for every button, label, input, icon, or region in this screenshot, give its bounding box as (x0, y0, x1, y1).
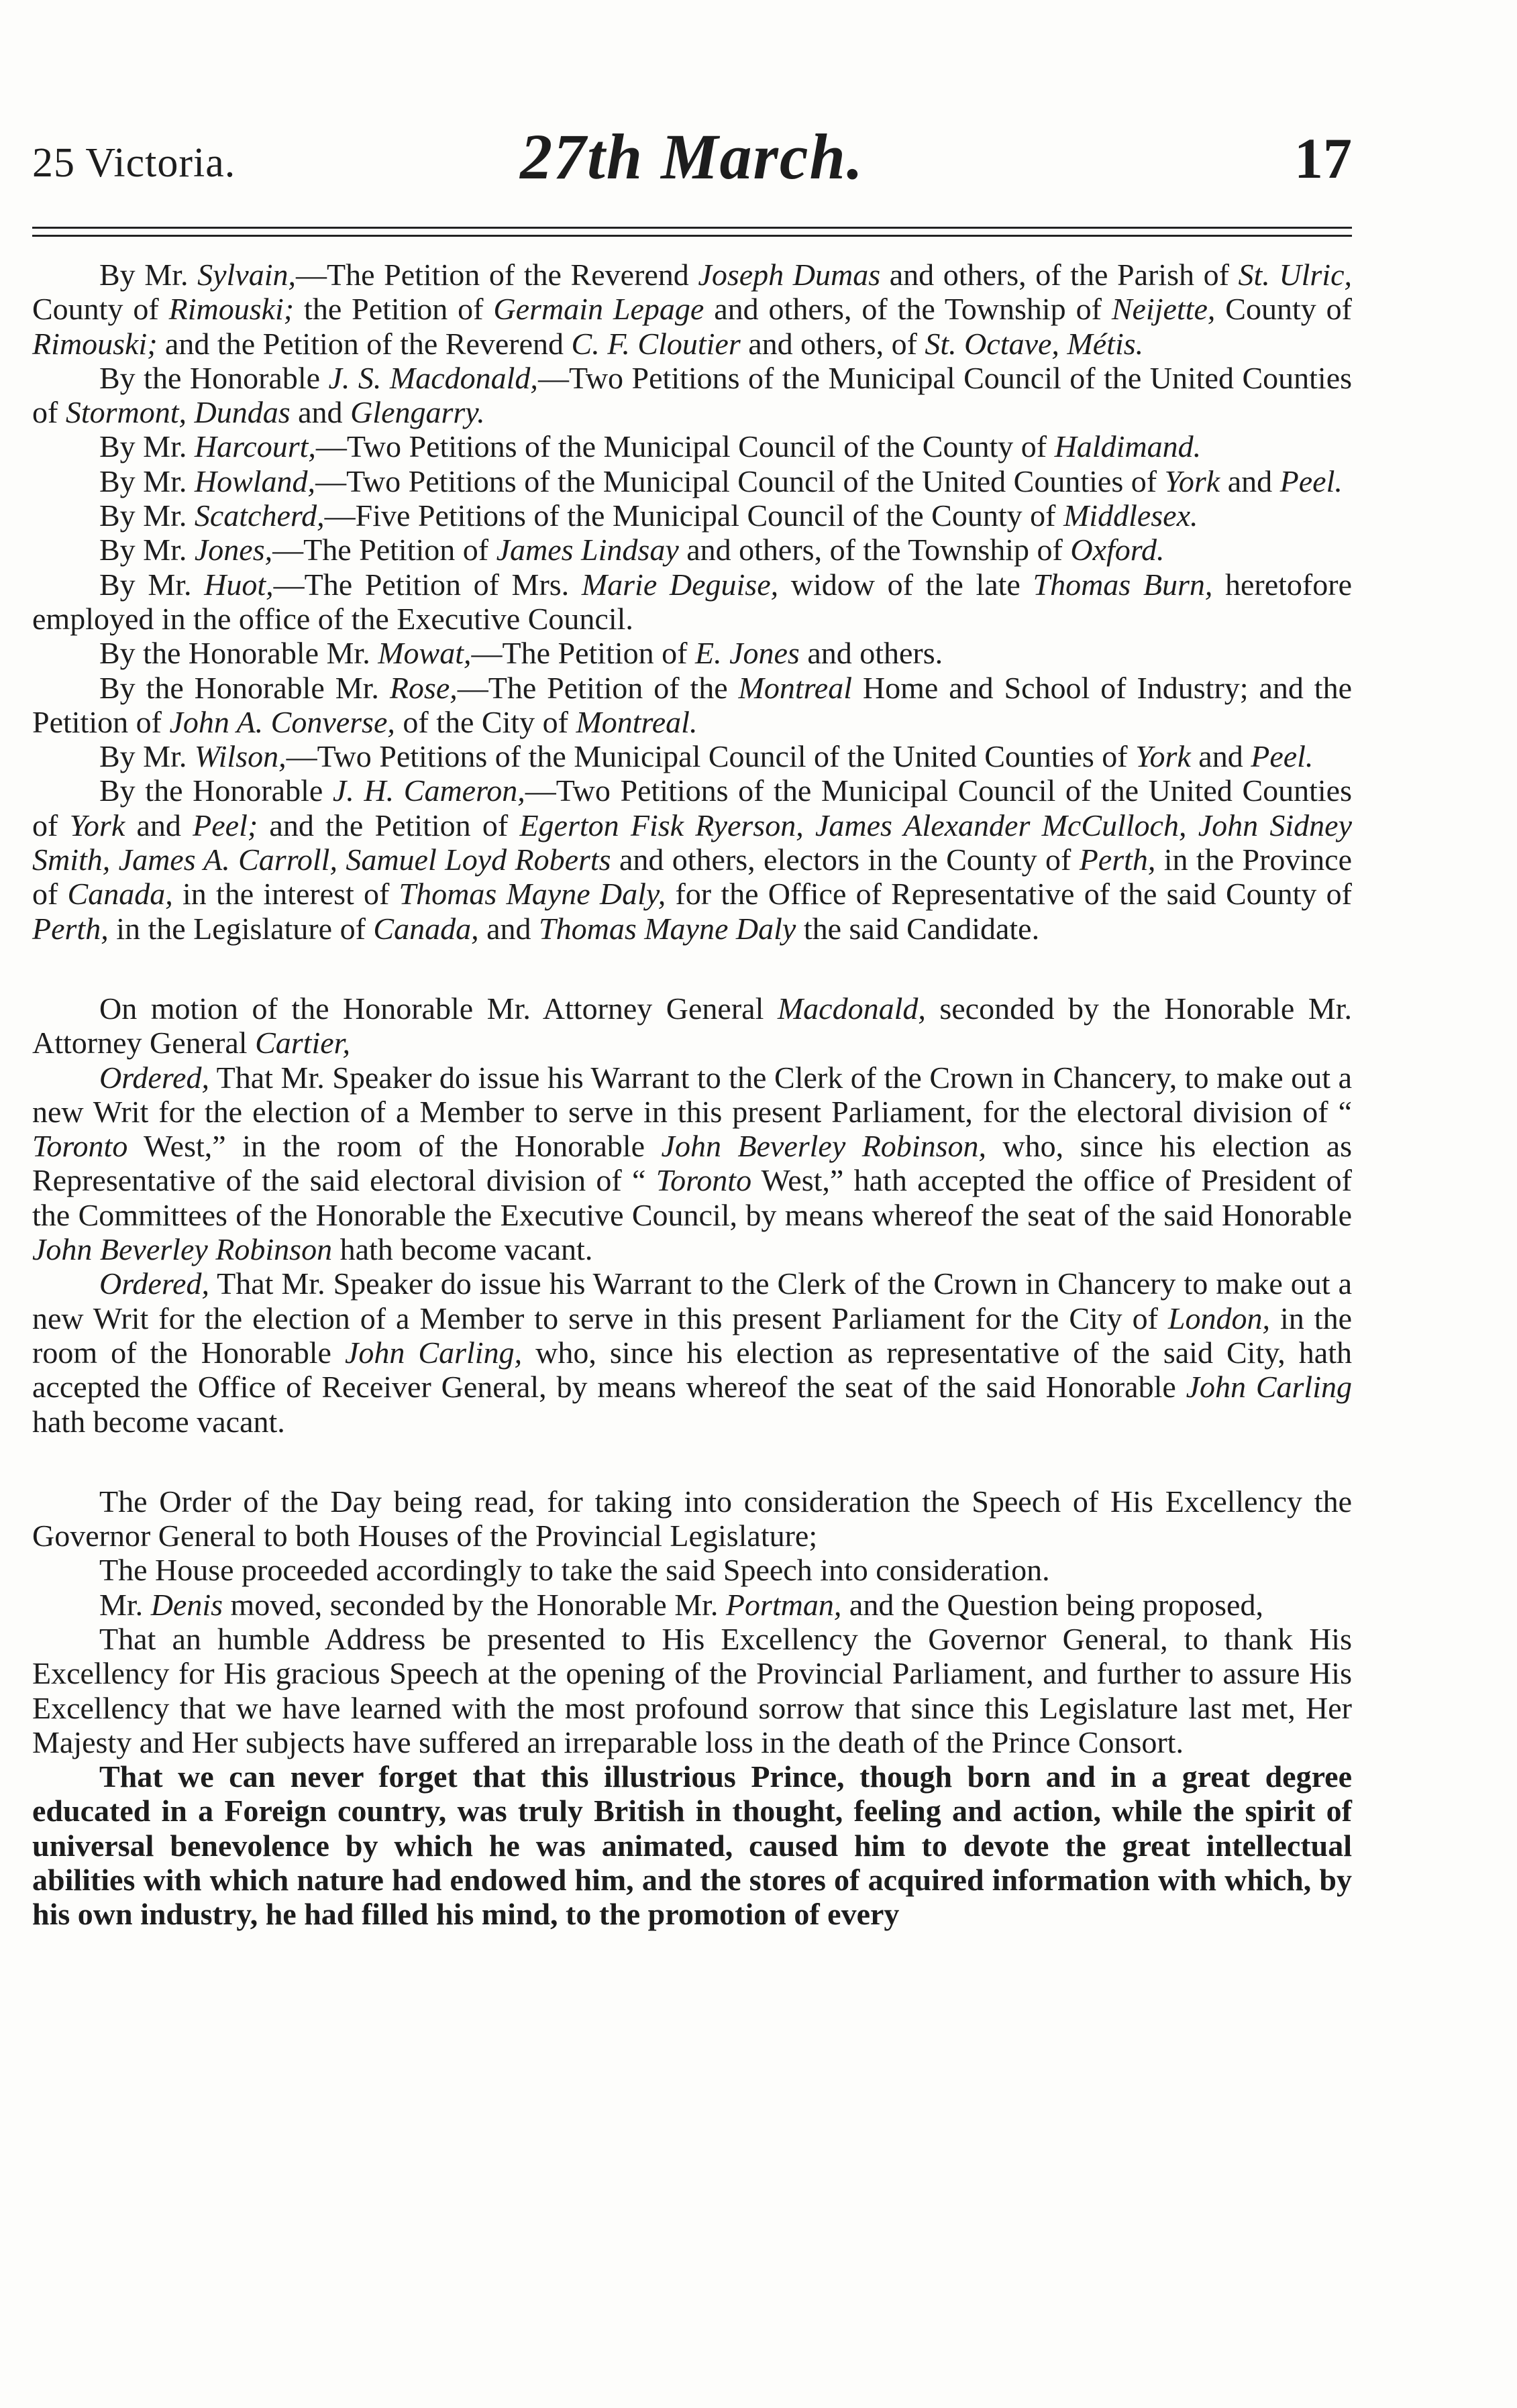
text-run: in the room of the Honorable (32, 1301, 1352, 1370)
text-run: J. H. Cameron, (332, 773, 525, 808)
paragraph (32, 1588, 1352, 1622)
text-run: Portman, (725, 1587, 842, 1622)
date-heading: 27th March. (520, 121, 864, 193)
paragraph (32, 739, 1352, 773)
text-run: the Petition of (294, 292, 494, 327)
paragraph (32, 773, 1352, 945)
text-run: Neijette, (1111, 292, 1216, 327)
text-run: and others, of the Parish of (880, 258, 1239, 292)
text-run: Perth, (1079, 842, 1156, 877)
text-run: Cartier, (255, 1026, 350, 1060)
text-run: —Two Petitions of the Municipal Council of the United Counties of (286, 739, 1136, 774)
text-run: —The Petition of Mrs. (273, 567, 582, 602)
session-label: 25 Victoria. (32, 140, 236, 186)
paragraph (32, 1266, 1352, 1438)
text-run: By the Honorable Mr. (99, 636, 378, 671)
text-run: By Mr. (99, 258, 198, 292)
text-run: Thomas Mayne Daly (539, 911, 796, 946)
text-run: West,” hath accepted the office of President of the Committees of the Honorable the Executive Council, by means whereof the seat of the said Honorable (32, 1163, 1352, 1232)
text-run: That an humble Address be presented to His Excellency the Governor General, to thank His Excellency for His gracious Speech at the opening of the Provincial Parliament, and further to assure His Excellency that we have learned with the most profound sorrow that since this Legislature last met, Her Majesty and Her subjects have suffered an irreparable loss in the death of the Prince Consort. (32, 1621, 1352, 1759)
text-run: E. Jones (694, 636, 800, 671)
paragraph (32, 258, 1352, 361)
text-run: Haldimand. (1054, 429, 1202, 464)
text-run: Perth, (32, 911, 109, 946)
text-run: Peel; (193, 808, 258, 842)
header-rule (32, 227, 1352, 229)
text-run: Canada, (373, 911, 479, 946)
text-run: seconded by the Honorable Mr. Attorney General (32, 991, 1352, 1060)
text-run: —The Petition of the Reverend (295, 258, 698, 292)
text-run: By Mr. (99, 567, 205, 602)
text-run: John Carling (1186, 1370, 1352, 1405)
text-run: Macdonald, (777, 991, 926, 1026)
text-run: and the Question being proposed, (841, 1587, 1263, 1622)
text-run: moved, seconded by the Honorable Mr. (223, 1587, 726, 1622)
text-run: Toronto (656, 1163, 752, 1198)
paragraph (32, 1759, 1352, 1931)
text-run: C. F. Cloutier (571, 326, 741, 361)
text-run: By the Honorable (99, 773, 333, 808)
paragraph (32, 533, 1352, 567)
journal-text (32, 258, 1352, 1932)
text-run: Scatcherd, (194, 498, 325, 533)
text-run: —The Petition of (272, 533, 496, 567)
text-run: By Mr. (99, 463, 195, 498)
paragraph (32, 464, 1352, 498)
text-run: That Mr. Speaker do issue his Warrant to the Clerk of the Crown in Chancery to make out a new Writ for the election of a Member to serve in this present Parliament for the City of (32, 1266, 1352, 1335)
paragraph (32, 1484, 1352, 1553)
paragraph (32, 429, 1352, 463)
text-run: —Two Petitions of the Municipal Council of the United Counties of (32, 773, 1352, 842)
paragraph (32, 671, 1352, 740)
text-run: in the interest of (172, 877, 399, 912)
text-run: Huot, (204, 567, 274, 602)
text-run: Home and School of Industry; and the Petition of (32, 670, 1352, 739)
text-run: Thomas Burn, (1033, 567, 1213, 602)
text-run: Howland, (194, 463, 316, 498)
text-run: hath become vacant. (32, 1404, 285, 1439)
text-run: John Beverley Robinson (32, 1232, 333, 1267)
section-gap (32, 946, 1352, 991)
text-run: —The Petition of (471, 636, 695, 671)
text-run: Marie Deguise, (581, 567, 779, 602)
paragraph (32, 1060, 1352, 1267)
text-run: —Two Petitions of the Municipal Council of the United Counties of (315, 463, 1165, 498)
text-run: widow of the late (778, 567, 1033, 602)
text-run: and the Petition of (258, 808, 520, 842)
text-run: St. Octave, Métis. (925, 326, 1144, 361)
text-run: Mr. (99, 1587, 151, 1622)
page-number: 17 (1294, 126, 1352, 190)
text-run: Ordered, (99, 1060, 209, 1095)
text-run: who, since his election as Representative of the said electoral division of “ (32, 1129, 1353, 1198)
text-run: Rimouski; (168, 292, 295, 327)
paragraph (32, 498, 1352, 533)
text-run: —Two Petitions of the Municipal Council of the County of (315, 429, 1055, 464)
paragraph (32, 636, 1352, 670)
text-run: the said Candidate. (796, 911, 1040, 946)
text-run: Denis (150, 1587, 223, 1622)
text-run: York (69, 808, 125, 842)
text-run: By the Honorable Mr. (99, 670, 390, 705)
text-run: and (1190, 739, 1251, 774)
header-rule-lower (32, 235, 1352, 237)
text-run: Rose, (389, 670, 458, 705)
text-run: Ordered, (99, 1266, 209, 1301)
text-run: York (1135, 739, 1191, 774)
text-run: and others, of the Township of (678, 533, 1071, 567)
text-run: and others, of (740, 326, 925, 361)
text-run: and (125, 808, 193, 842)
text-run: —Two Petitions of the Municipal Council of the United Counties of (32, 360, 1353, 430)
text-run: John A. Converse, (169, 704, 395, 739)
text-run: By Mr. (99, 739, 195, 774)
text-run: By Mr. (99, 498, 195, 533)
text-run: The Order of the Day being read, for taking into consideration the Speech of His Excellency the Governor General to both Houses of the Provincial Legislature; (32, 1484, 1352, 1553)
text-run: Jones, (194, 533, 273, 567)
text-run: in the Province of (32, 842, 1352, 912)
text-run: in the Legislature of (108, 911, 374, 946)
text-run: and others. (799, 636, 943, 671)
text-run: Peel. (1279, 463, 1343, 498)
text-run: Toronto (32, 1129, 128, 1164)
text-run: County of (32, 292, 169, 327)
text-run: West,” in the room of the Honorable (127, 1129, 662, 1164)
text-run: Joseph Dumas (698, 258, 881, 292)
text-run: Mowat, (378, 636, 472, 671)
text-run: Montreal (738, 670, 853, 705)
text-run: By the Honorable (99, 360, 329, 395)
paragraph (32, 1553, 1352, 1587)
text-run: and (478, 911, 539, 946)
paragraph (32, 567, 1352, 637)
text-run: Harcourt, (194, 429, 316, 464)
text-run: Sylvain, (197, 258, 296, 292)
text-run: and the Petition of the Reverend (157, 326, 572, 361)
paragraph (32, 991, 1352, 1060)
text-run: Oxford. (1070, 533, 1165, 567)
text-run: John Beverley Robinson, (661, 1129, 986, 1164)
text-run: Montreal. (576, 704, 698, 739)
text-run: Rimouski; (32, 326, 158, 361)
text-run: and others, of the Township of (704, 292, 1112, 327)
text-run: Glengarry. (350, 395, 485, 430)
text-run: who, since his election as representative of the said City, hath accepted the Office of Receiver General, by means whereof the seat of the said Honorable (32, 1335, 1352, 1405)
text-run: J. S. Macdonald, (328, 360, 538, 395)
text-run: Wilson, (194, 739, 286, 774)
text-run: heretofore employed in the office of the Executive Council. (32, 567, 1352, 636)
text-run: By Mr. (99, 533, 195, 567)
page-header (32, 113, 1352, 193)
text-run: and (290, 395, 351, 430)
text-run: of the City of (395, 704, 576, 739)
paragraph (32, 361, 1352, 430)
text-run: Egerton Fisk Ryerson, James Alexander McCulloch, John Sidney Smith, James A. Carroll, Samuel Loyd Roberts (32, 808, 1352, 877)
text-run: Germain Lepage (493, 292, 704, 327)
text-run: and others, electors in the County of (611, 842, 1080, 877)
text-run: The House proceeded accordingly to take the said Speech into consideration. (99, 1553, 1050, 1588)
text-run: That we can never forget that this illustrious Prince, though born and in a great degree educated in a Foreign country, was truly British in thought, feeling and action, while the spirit of universal benevolence by which he was animated, caused him to devote the great intellectual abilities with which nature had endowed him, and the stores of acquired information with which, by his own industry, he had filled his mind, to the promotion of every (32, 1759, 1352, 1932)
text-run: John Carling, (344, 1335, 523, 1370)
text-run: Stormont, Dundas (65, 395, 291, 430)
text-run: hath become vacant. (332, 1232, 593, 1267)
text-run: Thomas Mayne Daly, (399, 877, 666, 912)
text-run: Canada, (67, 877, 173, 912)
text-run: —Five Petitions of the Municipal Council of the County of (324, 498, 1063, 533)
text-run: Middlesex. (1063, 498, 1198, 533)
section-gap (32, 1439, 1352, 1484)
text-run: On motion of the Honorable Mr. Attorney General (99, 991, 778, 1026)
text-run: St. Ulric, (1238, 258, 1352, 292)
text-run: and (1220, 463, 1280, 498)
text-run: County of (1215, 292, 1352, 327)
paragraph (32, 1622, 1352, 1759)
text-run: London, (1167, 1301, 1270, 1335)
text-run: James Lindsay (496, 533, 679, 567)
text-run: By Mr. (99, 429, 195, 464)
text-run: York (1164, 463, 1220, 498)
text-run: Peel. (1251, 739, 1314, 774)
text-run: That Mr. Speaker do issue his Warrant to the Clerk of the Crown in Chancery, to make out a new Writ for the election of a Member to serve in this present Parliament, for the electoral division of “ (32, 1060, 1352, 1129)
text-run: —The Petition of the (457, 670, 739, 705)
text-run: for the Office of Representative of the said County of (666, 877, 1352, 912)
